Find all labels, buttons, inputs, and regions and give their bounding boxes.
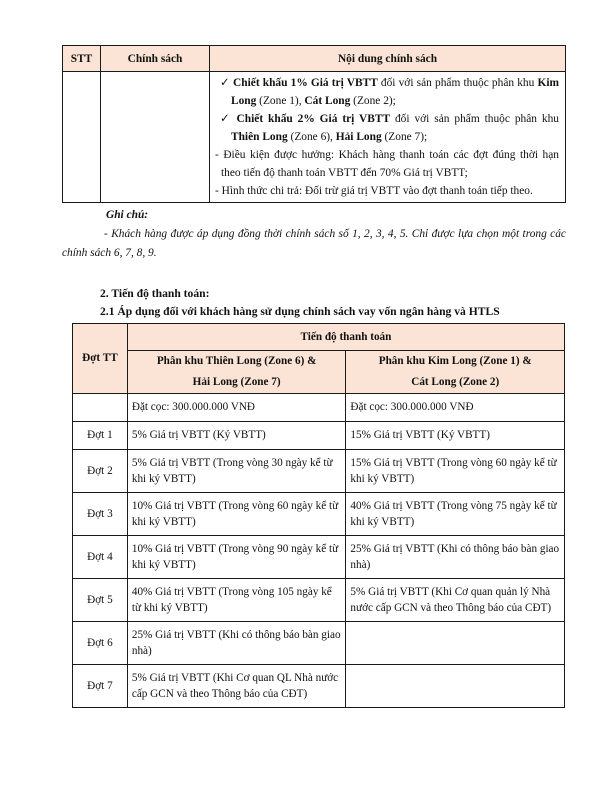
- table-row: [73, 579, 565, 622]
- zone-6-7-cell: Đặt cọc: 300.000.000 VNĐ: [127, 394, 346, 422]
- header-installment: Đợt TT: [73, 324, 128, 394]
- zone-1-2-cell: 5% Giá trị VBTT (Khi Cơ quan quản lý Nhà nước cấp GCN và theo Thông báo của CĐT): [346, 579, 565, 622]
- header-zone-1-2-line2: Cát Long (Zone 2): [411, 376, 500, 388]
- zone-1-2-cell: [346, 665, 565, 708]
- check-icon: ✓: [220, 77, 230, 89]
- zone-code: (Zone 2);: [350, 95, 396, 107]
- installment-cell: Đợt 1: [73, 422, 128, 450]
- header-stt: STT: [63, 46, 101, 72]
- condition-payout: - Hình thức chi trả: Đối trừ giá trị VBTT vào đợt thanh toán tiếp theo.: [215, 185, 533, 197]
- zone-6-7-cell: 10% Giá trị VBTT (Trong vòng 60 ngày kể từ khi ký VBTT): [127, 493, 346, 536]
- subsection-heading: 2.1 Áp dụng đối với khách hàng sử dụng chính sách vay vốn ngân hàng và HTLS: [100, 305, 500, 318]
- discount-bullet-1: [215, 74, 559, 110]
- zone-1-2-cell: [346, 622, 565, 665]
- policy-table-header: [63, 46, 566, 72]
- zone-6-7-cell: 25% Giá trị VBTT (Khi có thông báo bàn giao nhà): [127, 622, 346, 665]
- payment-header-row-1: [73, 324, 565, 351]
- policy-stt-cell: [63, 72, 101, 203]
- zone-1-2-cell: 40% Giá trị VBTT (Trong vòng 75 ngày kể từ khi ký VBTT): [346, 493, 565, 536]
- table-row: [73, 622, 565, 665]
- zone-6-7-cell: 5% Giá trị VBTT (Khi Cơ quan QL Nhà nước cấp GCN và theo Thông báo của CĐT): [127, 665, 346, 708]
- zone-1-2-cell: 15% Giá trị VBTT (Trong vòng 60 ngày kể từ khi ký VBTT): [346, 450, 565, 493]
- zone-1-2-cell: 15% Giá trị VBTT (Ký VBTT): [346, 422, 565, 450]
- payment-header-row-2: [73, 351, 565, 394]
- notes-body: - Khách hàng được áp dụng đồng thời chính sách số 1, 2, 3, 4, 5. Chỉ được lựa chọn một trong các chính sách 6, 7, 8, 9.: [62, 228, 566, 259]
- zone-name: Hải Long: [335, 131, 382, 143]
- installment-cell: Đợt 4: [73, 536, 128, 579]
- zone-code: (Zone 7);: [381, 131, 428, 143]
- installment-cell: Đợt 6: [73, 622, 128, 665]
- installment-cell: Đợt 7: [73, 665, 128, 708]
- zone-name: Cát Long: [304, 95, 351, 107]
- check-icon: ✓: [220, 113, 232, 125]
- discount-text: đối với sản phẩm thuộc phân khu: [390, 113, 559, 125]
- discount-label: Chiết khấu 1% Giá trị VBTT: [233, 77, 378, 89]
- notes-section: [62, 206, 566, 263]
- header-zone-6-7-line1: Phân khu Thiên Long (Zone 6) &: [156, 355, 317, 367]
- header-zone-1-2: [346, 351, 565, 394]
- header-payment-schedule: Tiến độ thanh toán: [127, 324, 564, 351]
- header-zone-6-7-line2: Hải Long (Zone 7): [192, 376, 281, 388]
- zone-name: Kim Long: [231, 77, 559, 107]
- header-policy: Chính sách: [101, 46, 210, 72]
- payment-schedule-table: [72, 323, 565, 708]
- table-row: [73, 394, 565, 422]
- section-heading: 2. Tiến độ thanh toán:: [100, 287, 210, 300]
- installment-cell: [73, 394, 128, 422]
- header-zone-1-2-line1: Phân khu Kim Long (Zone 1) &: [378, 355, 532, 367]
- header-zone-6-7: [127, 351, 346, 394]
- discount-text: đối với sản phẩm thuộc phân khu: [377, 77, 538, 89]
- header-content: Nội dung chính sách: [210, 46, 566, 72]
- condition-eligibility: - Điều kiện được hưởng: Khách hàng thanh toán các đợt đúng thời hạn theo tiến độ thanh toán VBTT đến 70% Giá trị VBTT;: [215, 149, 559, 179]
- policy-name-cell: [101, 72, 210, 203]
- installment-cell: Đợt 2: [73, 450, 128, 493]
- policy-table: [62, 45, 566, 203]
- zone-name: Thiên Long: [231, 131, 288, 143]
- zone-6-7-cell: 5% Giá trị VBTT (Ký VBTT): [127, 422, 346, 450]
- zone-6-7-cell: 10% Giá trị VBTT (Trong vòng 90 ngày kể từ khi ký VBTT): [127, 536, 346, 579]
- notes-title: Ghi chú:: [106, 209, 149, 221]
- table-row: [73, 450, 565, 493]
- zone-1-2-cell: Đặt cọc: 300.000.000 VNĐ: [346, 394, 565, 422]
- zone-1-2-cell: 25% Giá trị VBTT (Khi có thông báo bàn giao nhà): [346, 536, 565, 579]
- discount-label: Chiết khấu 2% Giá trị VBTT: [236, 113, 391, 125]
- discount-bullet-2: [215, 110, 559, 146]
- installment-cell: Đợt 3: [73, 493, 128, 536]
- zone-code: (Zone 1),: [256, 95, 305, 107]
- policy-row: [63, 72, 566, 203]
- zone-code: (Zone 6),: [287, 131, 336, 143]
- zone-6-7-cell: 40% Giá trị VBTT (Trong vòng 105 ngày kể từ khi ký VBTT): [127, 579, 346, 622]
- table-row: [73, 665, 565, 708]
- installment-cell: Đợt 5: [73, 579, 128, 622]
- table-row: [73, 422, 565, 450]
- table-row: [73, 493, 565, 536]
- table-row: [73, 536, 565, 579]
- policy-content-cell: [210, 72, 566, 203]
- zone-6-7-cell: 5% Giá trị VBTT (Trong vòng 30 ngày kể từ khi ký VBTT): [127, 450, 346, 493]
